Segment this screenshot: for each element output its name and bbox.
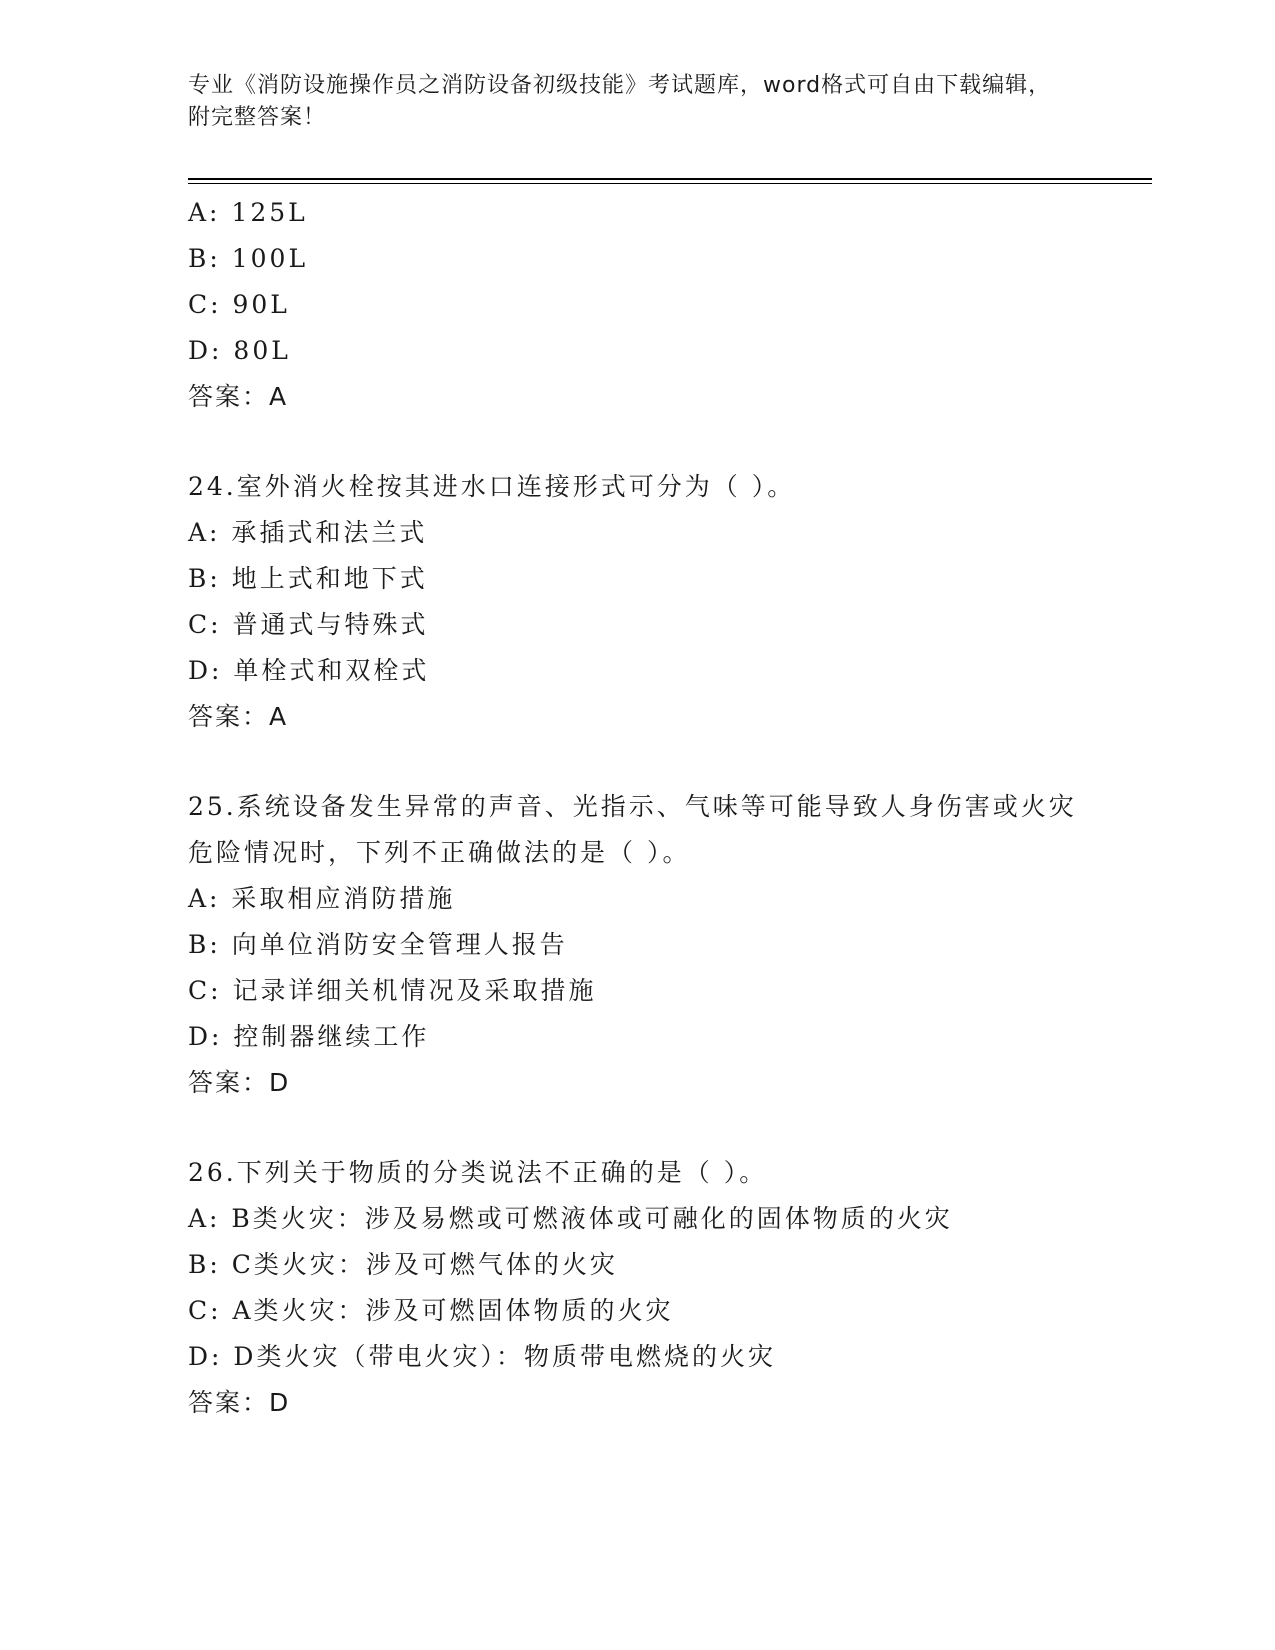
question-spacer: [188, 420, 1088, 464]
answer-line: 答案：A: [188, 702, 289, 731]
document-header: 专业《消防设施操作员之消防设备初级技能》考试题库，word格式可自由下载编辑，附完整答案！: [188, 73, 1052, 130]
option-c: C: 90L: [188, 290, 290, 319]
question-spacer: [188, 740, 1088, 784]
option-b: B: 100L: [188, 244, 309, 273]
question-block-26: [188, 1150, 1088, 1426]
question-list: [188, 190, 1088, 1426]
header-divider-thin: [188, 183, 1152, 184]
question-block-23: [188, 190, 1088, 420]
option-a: A: B类火灾：涉及易燃或可燃液体或可融化的固体物质的火灾: [188, 1204, 953, 1233]
option-a: A: 承插式和法兰式: [188, 518, 428, 547]
question-block-24: [188, 464, 1088, 740]
option-c: C: 普通式与特殊式: [188, 610, 429, 639]
option-c: C: A类火灾：涉及可燃固体物质的火灾: [188, 1296, 674, 1325]
option-b: B: 向单位消防安全管理人报告: [188, 930, 568, 959]
question-text: 25.系统设备发生异常的声音、光指示、气味等可能导致人身伤害或火灾危险情况时，下列不正确做法的是（ ）。: [188, 792, 1077, 867]
option-d: D: 控制器继续工作: [188, 1022, 430, 1051]
option-a: A: 采取相应消防措施: [188, 884, 456, 913]
answer-line: 答案：A: [188, 382, 289, 411]
question-text: 24.室外消火栓按其进水口连接形式可分为（ ）。: [188, 472, 796, 501]
option-a: A: 125L: [188, 198, 308, 227]
header-divider-thick: [188, 178, 1152, 180]
question-text: 26.下列关于物质的分类说法不正确的是（ ）。: [188, 1158, 768, 1187]
answer-line: 答案：D: [188, 1388, 291, 1417]
option-d: D: D类火灾（带电火灾）：物质带电燃烧的火灾: [188, 1342, 776, 1371]
option-d: D: 单栓式和双栓式: [188, 656, 430, 685]
question-spacer: [188, 1106, 1088, 1150]
option-d: D: 80L: [188, 336, 291, 365]
option-b: B: C类火灾：涉及可燃气体的火灾: [188, 1250, 618, 1279]
question-block-25: [188, 784, 1088, 1106]
option-b: B: 地上式和地下式: [188, 564, 428, 593]
answer-line: 答案：D: [188, 1068, 291, 1097]
option-c: C: 记录详细关机情况及采取措施: [188, 976, 597, 1005]
